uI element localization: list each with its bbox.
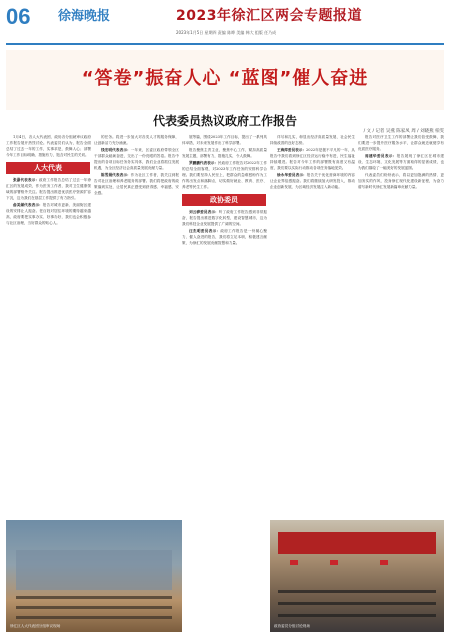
paragraph <box>182 209 267 227</box>
speaker-lead: 钱宏明代表表示： <box>101 148 131 152</box>
paragraph: 展等篇，围绕2023年工作目标，提出了一系列具体举措，对未来发展作出了科学部署。 <box>182 135 267 145</box>
header-divider <box>6 43 444 45</box>
photo-caption-left: 徐汇区人大代表团分组审议现场 <box>10 624 61 628</box>
speaker-lead: 王海萍委员表示： <box>277 148 306 152</box>
page-header <box>0 0 450 50</box>
paragraph <box>182 228 267 246</box>
photo-seat-row <box>16 606 172 609</box>
newspaper-logo <box>58 6 158 24</box>
paragraph: 详尽和扎实，彰显出经济高质量发展、社会民生持续改善的良好态势。 <box>270 135 355 145</box>
paragraph-body: 政府工作报告总结了过去一年徐汇区的发展成效，作为医务工作者，我对卫生健康领域的部署格外关注。报告提出推进优质医疗资源扩容下沉，这为我们在基层工作提供了有力指引。 <box>6 178 92 200</box>
section-header-npc: 人大代表 <box>6 162 90 174</box>
issue-meta: 2023年1月5日 星期四 责编 陈晔 美编 韩大 组版 任乃成 <box>176 30 277 35</box>
photo-flag-icon <box>330 560 338 565</box>
closing-paragraph: 代表委员们纷纷表示，将以更加饱满的热情、更加务实的作风，投身徐汇现代化建设新征程，为奋力谱写新时代徐汇发展新篇章贡献力量。 <box>358 173 444 189</box>
photo-caption-right: 政协委员分组讨论现场 <box>274 624 310 628</box>
paragraph-body: 报告对城市更新、美丽街区建设的安排让人振奋。老百姓对居住环境的期待越来越高，政府要把实事办实、好事办好，我们也会积极参与社区治理，当好群众的贴心人。 <box>6 203 92 225</box>
photo-seat-row <box>278 614 436 617</box>
paragraph <box>270 147 355 171</box>
speaker-lead: 张嘉代表表示： <box>13 178 40 182</box>
paragraph: 的任务。将进一步加大对各类人才的服务保障，让创新活力充分涌流。 <box>94 135 179 145</box>
paragraph <box>270 172 355 190</box>
paragraph <box>358 153 444 171</box>
speaker-lead: 罗鹏鹏代表表示： <box>189 161 218 165</box>
paragraph <box>6 202 91 226</box>
special-report-title: 2023年徐汇区两会专题报道 <box>176 8 362 24</box>
photo-hall-backdrop <box>16 550 172 590</box>
speaker-lead: 汪杰明委员表示： <box>189 229 221 233</box>
paragraph <box>6 177 91 201</box>
paragraph <box>94 147 179 171</box>
paragraph-body: 政府工作报告是一份凝心聚力、催人奋进的报告，我们将立足本职，积极建言献策，为徐汇的发展贡献智慧和力量。 <box>182 229 268 245</box>
photo-seat-row <box>16 616 172 619</box>
slogan-banner <box>6 50 444 110</box>
paragraph-body: 作为社区工作者，我关注到报告对社区治理和养老服务的部署。我们将把政府的政策落到实处，让居民真正感受到获得感、幸福感、安全感。 <box>94 173 180 195</box>
paragraph <box>94 172 179 196</box>
paragraph-body: 民政府工作报告对2022年工作的总结全面客观，对2023年工作任务的安排科学合理。我们要坚持人民至上，把群众的急难愁盼作为工作的出发点和落脚点，切实做好就业、教育、医疗、养老等民生工作。 <box>182 161 268 189</box>
intro-paragraph: 1月4日，各人大代表团、政协各分组就审议政府工作报告展开热烈讨论。代表委员们认为，报告全面总结了过去一年的工作，实事求是，鼓舞人心；部署今年工作目标明确、措施有力，饱含对民生的关切。 <box>6 135 91 157</box>
photo-flag-icon <box>290 560 298 565</box>
speaker-lead: 陈雪娟代表表示： <box>101 173 131 177</box>
banner-slogan: “答卷”振奋人心 “蓝图”催人奋进 <box>81 68 369 89</box>
article-headline: 代表委员热议政府工作报告 <box>152 114 297 128</box>
speaker-lead: 周建华委员表示： <box>365 154 397 158</box>
photo-stage-banner <box>278 532 436 554</box>
photo-seat-row <box>278 602 436 605</box>
speaker-lead: 徐永华委员表示： <box>277 173 307 177</box>
photo-npc-session <box>6 520 182 632</box>
paragraph: 报告聚焦主责主业，聚焦中心工作，紧扣高质量发展主题，部署有力，措施扎实，令人鼓舞。 <box>182 148 267 158</box>
article-byline: / 文 / 记者 吴燕 陈家凤 周 / 刘晓燕 柏雯 <box>363 129 444 134</box>
section-header-cppcc: 政协委员 <box>182 194 266 206</box>
photo-cppcc-session <box>270 520 444 632</box>
photo-flag-icon <box>380 560 388 565</box>
paragraph: 报告对医疗卫生工作的部署让我们倍受鼓舞，我们要进一步提升医疗服务水平，让群众就近就便享有优质医疗服务。 <box>358 135 444 151</box>
page-number: 06 <box>6 4 31 29</box>
svg-text:徐海晚报: 徐海晚报 <box>58 9 111 24</box>
paragraph-body: 报告展现了徐汇区在城市建设、生态环境、文化发展等方面取得的显著成绩，也为我们描绘了一幅美好的发展蓝图。 <box>358 154 444 170</box>
paragraph-body: 2022年是极不平凡的一年，从报告中我们看到徐汇区经济运行稳中有进，民生福祉持续增进。报告对今年工作的部署既有高度又有温度，我们要以实际行动推动各项任务落地见效。 <box>270 148 356 170</box>
paragraph <box>182 160 267 190</box>
speaker-lead: 刘云骅委员表示： <box>189 210 219 214</box>
photo-seat-row <box>278 590 436 593</box>
paragraph-body: 报告关于优化营商环境的内容让企业界倍感振奋。我们将继续加大研发投入，推动企业创新发展，为区域经济发展注入新动能。 <box>270 173 356 189</box>
speaker-lead: 俞美娣代表表示： <box>13 203 43 207</box>
photo-seat-row <box>16 596 172 599</box>
paragraph-body: 一年来，区委区政府带领全区干部群众砥砺奋进，交出了一份亮眼的答卷。报告中提出的各项目标任务务实具体，我们企业将抓住发展机遇，为全区经济社会高质量发展贡献力量。 <box>94 148 180 170</box>
paragraph-body: 听了政府工作报告感到非常振奋，报告提出推进数字化转型，建设智慧城市，这为我们科技企业发展提供了广阔的空间。 <box>182 210 268 226</box>
column-3 <box>182 134 267 634</box>
